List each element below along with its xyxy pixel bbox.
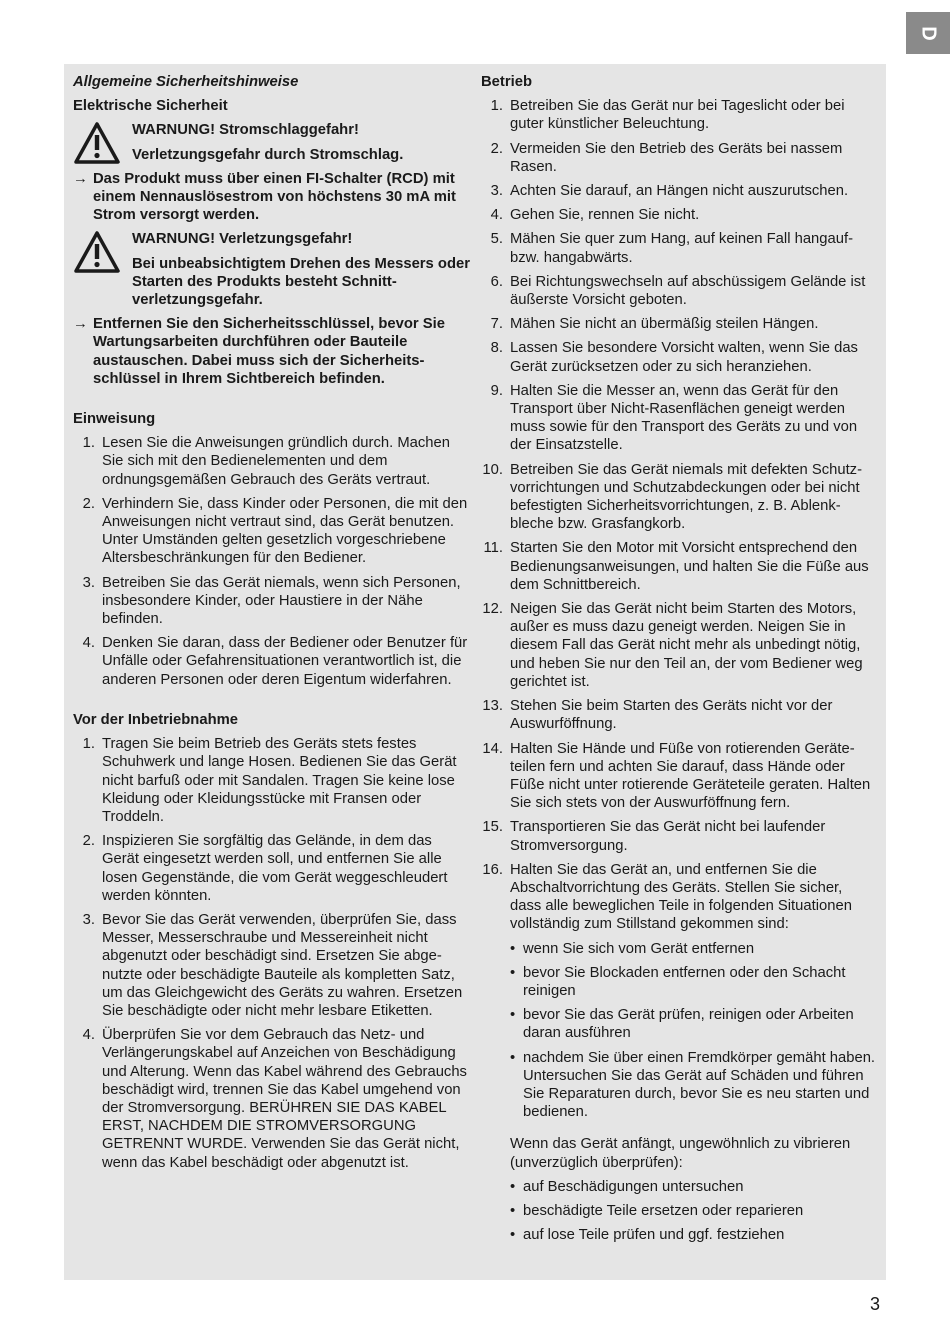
list-item: 6. Bei Richtungswechseln auf abschüssigem Gelände ist äußerste Vorsicht geboten. bbox=[490, 273, 866, 309]
warning-electric-shock bbox=[73, 121, 471, 163]
general-safety-title: Allgemeine Sicherheitshinweise bbox=[73, 74, 299, 90]
section-title-vor-inbetriebnahme: Vor der Inbetriebnahme bbox=[73, 711, 238, 728]
list-item: 4. Denken Sie daran, dass der Bediener oder Benutzer für Unfälle oder Gefahrensituationen verantwortlich ist, die anderen Personen oder deren Eigentum widerfahren. bbox=[82, 635, 468, 688]
section-title-betrieb: Betrieb bbox=[481, 74, 532, 90]
electrical-safety-title: Elektrische Sicherheit bbox=[73, 98, 228, 115]
warning-line: Verletzungsgefahr durch Stromschlag. bbox=[132, 146, 404, 163]
bullet-item: • beschädigte Teile ersetzen oder reparieren bbox=[510, 1202, 804, 1219]
right-column bbox=[481, 73, 877, 1250]
list-item: 9. Halten Sie die Messer an, wenn das Gerät für den Transport über Nicht-Rasenflächen geneigt werden muss sowie für den Transport des Geräts zu und von der Einsatzstelle. bbox=[490, 382, 858, 454]
list-item: 7. Mähen Sie nicht an übermäßig steilen Hängen. bbox=[490, 316, 819, 333]
section-title-einweisung: Einweisung bbox=[73, 411, 156, 428]
bullet-item: • bevor Sie das Gerät prüfen, reinigen oder Arbeiten daran ausführen bbox=[510, 1007, 854, 1042]
list-item: 13. Stehen Sie beim Starten des Geräts nicht vor der Auswurföffnung. bbox=[482, 698, 833, 733]
instruction-rcd bbox=[73, 170, 471, 225]
warning-triangle-icon bbox=[73, 121, 121, 165]
warning-triangle-icon bbox=[73, 230, 121, 274]
bullet-item: • nachdem Sie über einen Fremdkörper gemäht haben. Untersuchen Sie das Gerät auf Schäden und führen Sie Reparaturen durch, bevor Sie es neu starten und bedienen. bbox=[510, 1049, 876, 1121]
list-item: 14. Halten Sie Hände und Füße von rotierenden Geräteteilen fern und achten Sie darauf, dass Hände oder Füße nicht unter rotierende Geräteteile geraten. Halten Sie sich stets von der Auswurföffnung fern. bbox=[482, 740, 871, 812]
list-item: 4. Gehen Sie, rennen Sie nicht. bbox=[490, 207, 700, 224]
warning-line: Bei unbeabsichtigtem Drehen des Messers oder Starten des Produkts besteht Schnittverletzungsgefahr. bbox=[132, 255, 470, 309]
arrow-right-icon: → bbox=[73, 316, 88, 333]
list-item: 15. Transportieren Sie das Gerät nicht bei laufender Stromversorgung. bbox=[482, 819, 826, 854]
vibration-paragraph: Wenn das Gerät anfängt, ungewöhnlich zu vibrieren (unverzüglich überprüfen): bbox=[510, 1136, 851, 1171]
betrieb-list bbox=[481, 97, 877, 1244]
einweisung-list bbox=[73, 434, 471, 689]
list-item: 4. Überprüfen Sie vor dem Gebrauch das Netz- und Verlängerungskabel auf Anzeichen von Beschädigung und Alterung. Wenn das Kabel während des Gebrauchs beschädigt wird, trennen Sie das Kabel umgehend von der Stromversorgung. BERÜHREN SIE DAS KABEL ERST, NACHDEM DIE STROMVERSORGUNG GETRENNT WURDE. Verwenden Sie das Gerät nicht, wenn das Kabel beschädigt oder abgenutzt ist. bbox=[82, 1027, 467, 1171]
warning-line: WARNUNG! Stromschlaggefahr! bbox=[132, 122, 359, 139]
list-item: 3. Bevor Sie das Gerät verwenden, überprüfen Sie, dass Messer, Messerschraube und Messereinheit nicht abgenutzt oder beschädigt sind. Ersetzen Sie abgenutzte oder beschädigte Bauteile als kompletten Satz, um das Gleichgewicht des Geräts zu wahren. Ersetzen Sie beschädigte oder nicht mehr lesbare Etiketten. bbox=[82, 911, 463, 1019]
content-panel bbox=[64, 64, 886, 1280]
list-item: 1. Betreiben Sie das Gerät nur bei Tageslicht oder bei guter künstlicher Beleuchtung. bbox=[490, 98, 845, 133]
list-item: 1. Lesen Sie die Anweisungen gründlich durch. Machen Sie sich mit den Bedienelementen und dem ordnungsgemäßen Gebrauch des Geräts vertraut. bbox=[82, 435, 450, 488]
list-item: 3. Achten Sie darauf, an Hängen nicht auszurutschen. bbox=[490, 183, 849, 200]
list-item: 1. Tragen Sie beim Betrieb des Geräts stets festes Schuhwerk und lange Hosen. Bedienen Sie das Gerät nicht barfuß oder mit Sandalen. Tragen Sie keine lose Kleidung oder Kleidungsstücke mit Fransen oder Troddeln. bbox=[82, 736, 457, 825]
list-item: 3. Betreiben Sie das Gerät niemals, wenn sich Personen, insbesondere Kinder, oder Haustiere in der Nähe befinden. bbox=[82, 574, 461, 628]
list-item: 2. Inspizieren Sie sorgfältig das Gelände, in dem das Gerät eingesetzt werden soll, und entfernen Sie alle losen Gegenstände, die vom Gerät weggeschleudert werden könnten. bbox=[82, 833, 448, 904]
list-item: 16. Halten Sie das Gerät an, und entfernen Sie die Abschaltvorrichtung des Geräts. Stellen Sie sicher, dass alle beweglichen Teile in folgenden Situationen vollständig zum Stillstand gekommen sind: • wenn Sie sich vom Gerät entfernen • bevor Sie Blockaden entfernen oder den Schacht reinigen • bevor Sie das Gerät prüfen, reinigen oder Arbeiten daran ausführen • nachdem Sie über einen Fremdkörper gemäht haben. Untersuchen Sie das Gerät auf Schäden und führen Sie Reparaturen durch, bevor Sie es neu starten und bedienen. Wenn das Gerät anfängt, ungewöhnlich zu vibrieren (unverzüglich überprüfen): • auf Beschädigungen untersuchen • beschädigte Teile ersetzen oder reparieren • auf lose Teile prüfen und ggf. festziehen bbox=[482, 861, 876, 1244]
page-number: 3 bbox=[870, 1294, 881, 1314]
list-item: 8. Lassen Sie besondere Vorsicht walten, wenn Sie das Gerät zurücksetzen oder zu sich heranziehen. bbox=[490, 340, 858, 375]
bullet-item: • auf Beschädigungen untersuchen bbox=[510, 1178, 744, 1195]
situations-bullet-list bbox=[510, 940, 877, 1122]
list-item: 2. Verhindern Sie, dass Kinder oder Personen, die mit den Anweisungen nicht vertraut sind, das Gerät benutzen. Unter Umständen gelten gesetzlich vorgeschriebene Altersbeschränkungen für den Bediener. bbox=[82, 495, 468, 567]
bullet-item: • bevor Sie Blockaden entfernen oder den Schacht reinigen bbox=[510, 964, 846, 999]
left-column bbox=[73, 73, 471, 1178]
instruction-text: Entfernen Sie den Sicherheitsschlüssel, bevor Sie Wartungsarbeiten durchführen oder Bauteile austauschen. Dabei muss sich der Sicherheitsschlüssel in Ihrem Sichtbereich befinden. bbox=[93, 316, 445, 387]
list-item: 11. Starten Sie den Motor mit Vorsicht entsprechend den Bedienungsanweisungen, und halten Sie die Füße aus dem Schnittbereich. bbox=[483, 540, 869, 593]
instruction-safety-key bbox=[73, 315, 471, 388]
vor-inbetriebnahme-list bbox=[73, 735, 471, 1172]
instruction-text: Das Produkt muss über einen FI-Schalter (RCD) mit einem Nennauslösestrom von höchstens 30 mA mit Strom versorgt werden. bbox=[93, 170, 456, 224]
list-item: 2. Vermeiden Sie den Betrieb des Geräts bei nassem Rasen. bbox=[490, 140, 843, 175]
list-item: 5. Mähen Sie quer zum Hang, auf keinen Fall hangauf- bzw. hangabwärts. bbox=[490, 231, 854, 266]
language-tab-letter: D bbox=[917, 25, 940, 41]
warning-injury bbox=[73, 230, 471, 309]
vibration-bullet-list bbox=[510, 1178, 877, 1245]
bullet-item: • auf lose Teile prüfen und ggf. festziehen bbox=[510, 1227, 785, 1244]
list-item: 10. Betreiben Sie das Gerät niemals mit defekten Schutzvorrichtungen und Schutzabdeckungen oder bei nicht befestigten Sicherheitsvorrichtungen, z. B. Ablenkbleche bzw. Grasfangkorb. bbox=[482, 461, 863, 533]
language-tab bbox=[906, 12, 950, 54]
arrow-right-icon: → bbox=[73, 170, 88, 187]
list-item: 12. Neigen Sie das Gerät nicht beim Starten des Motors, außer es muss dazu geneigt werden. Neigen Sie in diesem Fall das Gerät nicht mehr als unbedingt nötig, und heben Sie nur den Teil an, der vom Bediener weg gerichtet ist. bbox=[482, 601, 863, 690]
warning-line: WARNUNG! Verletzungsgefahr! bbox=[132, 231, 353, 248]
bullet-item: • wenn Sie sich vom Gerät entfernen bbox=[510, 940, 755, 957]
